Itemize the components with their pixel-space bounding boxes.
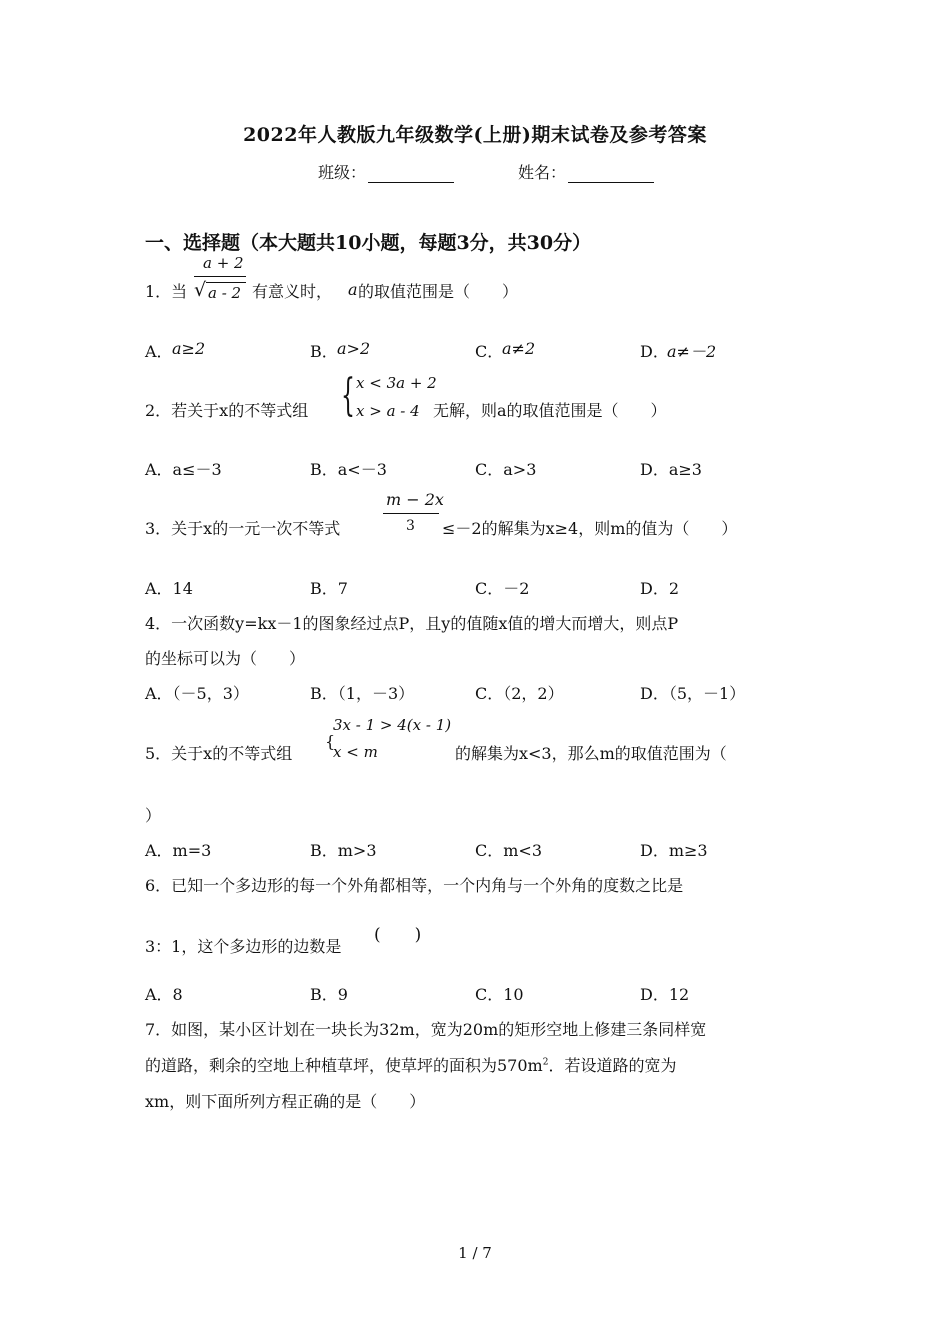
q1-prefix: 1．当 [145, 282, 188, 301]
q6-option-a: A．8 [145, 985, 183, 1004]
class-label: 班级： [318, 163, 367, 182]
q3-frac-num: m − 2x [386, 490, 444, 509]
q1-option-d-text: a≠－2 [667, 342, 717, 361]
q2-suffix: 无解，则a的取值范围是（ ） [433, 401, 667, 420]
q3-frac-bar [383, 513, 439, 514]
name-label: 姓名： [518, 163, 567, 182]
q3-suffix: ≤－2的解集为x≥4，则m的值为（ ） [442, 519, 738, 538]
q2-option-a: A．a≤－3 [145, 460, 222, 479]
q5-prefix: 5．关于x的不等式组 [145, 744, 293, 763]
q7-line1: 7．如图，某小区计划在一块长为32m，宽为20m的矩形空地上修建三条同样宽 [145, 1020, 707, 1039]
q6-line2: 3：1，这个多边形的边数是 [145, 937, 342, 956]
q4-line1: 4．一次函数y=kx－1的图象经过点P，且y的值随x值的增大而增大，则点P [145, 614, 679, 633]
q1-frac-den: a - 2 [208, 284, 242, 302]
q5-option-d: D．m≥3 [640, 841, 708, 860]
q5-line1: 3x - 1 > 4(x - 1) [333, 716, 452, 734]
q4-option-a: A．（－5，3） [145, 684, 249, 703]
class-field [318, 160, 454, 183]
q1-option-a-label: A． [145, 342, 173, 361]
q6-option-c: C．10 [475, 985, 524, 1004]
q1-sqrt-bar [206, 282, 246, 283]
q3-option-a: A．14 [145, 579, 193, 598]
q5-line2: x < m [333, 743, 378, 761]
q1-option-c-label: C． [475, 342, 504, 361]
q1-frac-num: a + 2 [203, 254, 244, 272]
q4-option-c: C．（2，2） [475, 684, 564, 703]
q6-line1: 6．已知一个多边形的每一个外角都相等，一个内角与一个外角的度数之比是 [145, 876, 684, 895]
q2-prefix: 2．若关于x的不等式组 [145, 401, 309, 420]
q6-option-b: B．9 [310, 985, 348, 1004]
q1-option-b-label: B． [310, 342, 338, 361]
q5-option-a: A．m=3 [145, 841, 212, 860]
q5-option-b: B．m>3 [310, 841, 377, 860]
q2-option-b: B．a<－3 [310, 460, 387, 479]
q7-line2-a: 的道路，剩余的空地上种植草坪，使草坪的面积为570m [145, 1056, 543, 1075]
q5-suffix: 的解集为x<3，那么m的取值范围为（ [455, 744, 727, 763]
q3-frac-den: 3 [406, 518, 415, 534]
q1-var: a [348, 280, 358, 299]
q5-option-c: C．m<3 [475, 841, 543, 860]
q4-option-b: B．（1，－3） [310, 684, 415, 703]
q7-line2 [145, 1053, 676, 1076]
section-heading: 一、选择题（本大题共10小题，每题3分，共30分） [145, 232, 592, 254]
q2-option-d: D．a≥3 [640, 460, 702, 479]
q2-brace-icon: { [341, 370, 355, 421]
q1-frac-bar [194, 276, 246, 277]
q1-sqrt-icon: √ [194, 279, 207, 301]
page-title: 2022年人教版九年级数学(上册)期末试卷及参考答案 [243, 124, 707, 146]
q1-option-a-text: a≥2 [172, 339, 206, 358]
class-blank [368, 164, 454, 183]
q3-option-d: D．2 [640, 579, 680, 598]
q2-option-c: C．a>3 [475, 460, 537, 479]
q5-close-paren: ） [145, 806, 162, 825]
q7-line3: xm，则下面所列方程正确的是（ ） [145, 1092, 426, 1111]
q6-option-d: D．12 [640, 985, 690, 1004]
q2-line1: x < 3a + 2 [356, 374, 437, 392]
q3-prefix: 3．关于x的一元一次不等式 [145, 519, 341, 538]
name-blank [568, 164, 654, 183]
q1-suffix: 有意义时， [252, 282, 333, 301]
q3-option-c: C．－2 [475, 579, 530, 598]
q4-line2: 的坐标可以为（ ） [145, 649, 306, 668]
name-field [518, 160, 654, 183]
q1-option-d-label: D． [640, 342, 669, 361]
q4-option-d: D．（5，－1） [640, 684, 746, 703]
q1-option-c-text: a≠2 [502, 339, 536, 358]
q5-brace-icon: { [325, 732, 336, 751]
q1-option-b-text: a>2 [337, 339, 371, 358]
q2-line2: x > a - 4 [356, 402, 420, 420]
q3-option-b: B．7 [310, 579, 348, 598]
q7-line2-b: ．若设道路的宽为 [548, 1056, 677, 1075]
q7-line2-sup: 2 [542, 1057, 549, 1068]
q6-paren: ( ) [374, 925, 422, 945]
page-number: 1 / 7 [458, 1244, 492, 1262]
q1-suffix2: 的取值范围是（ ） [358, 282, 519, 301]
